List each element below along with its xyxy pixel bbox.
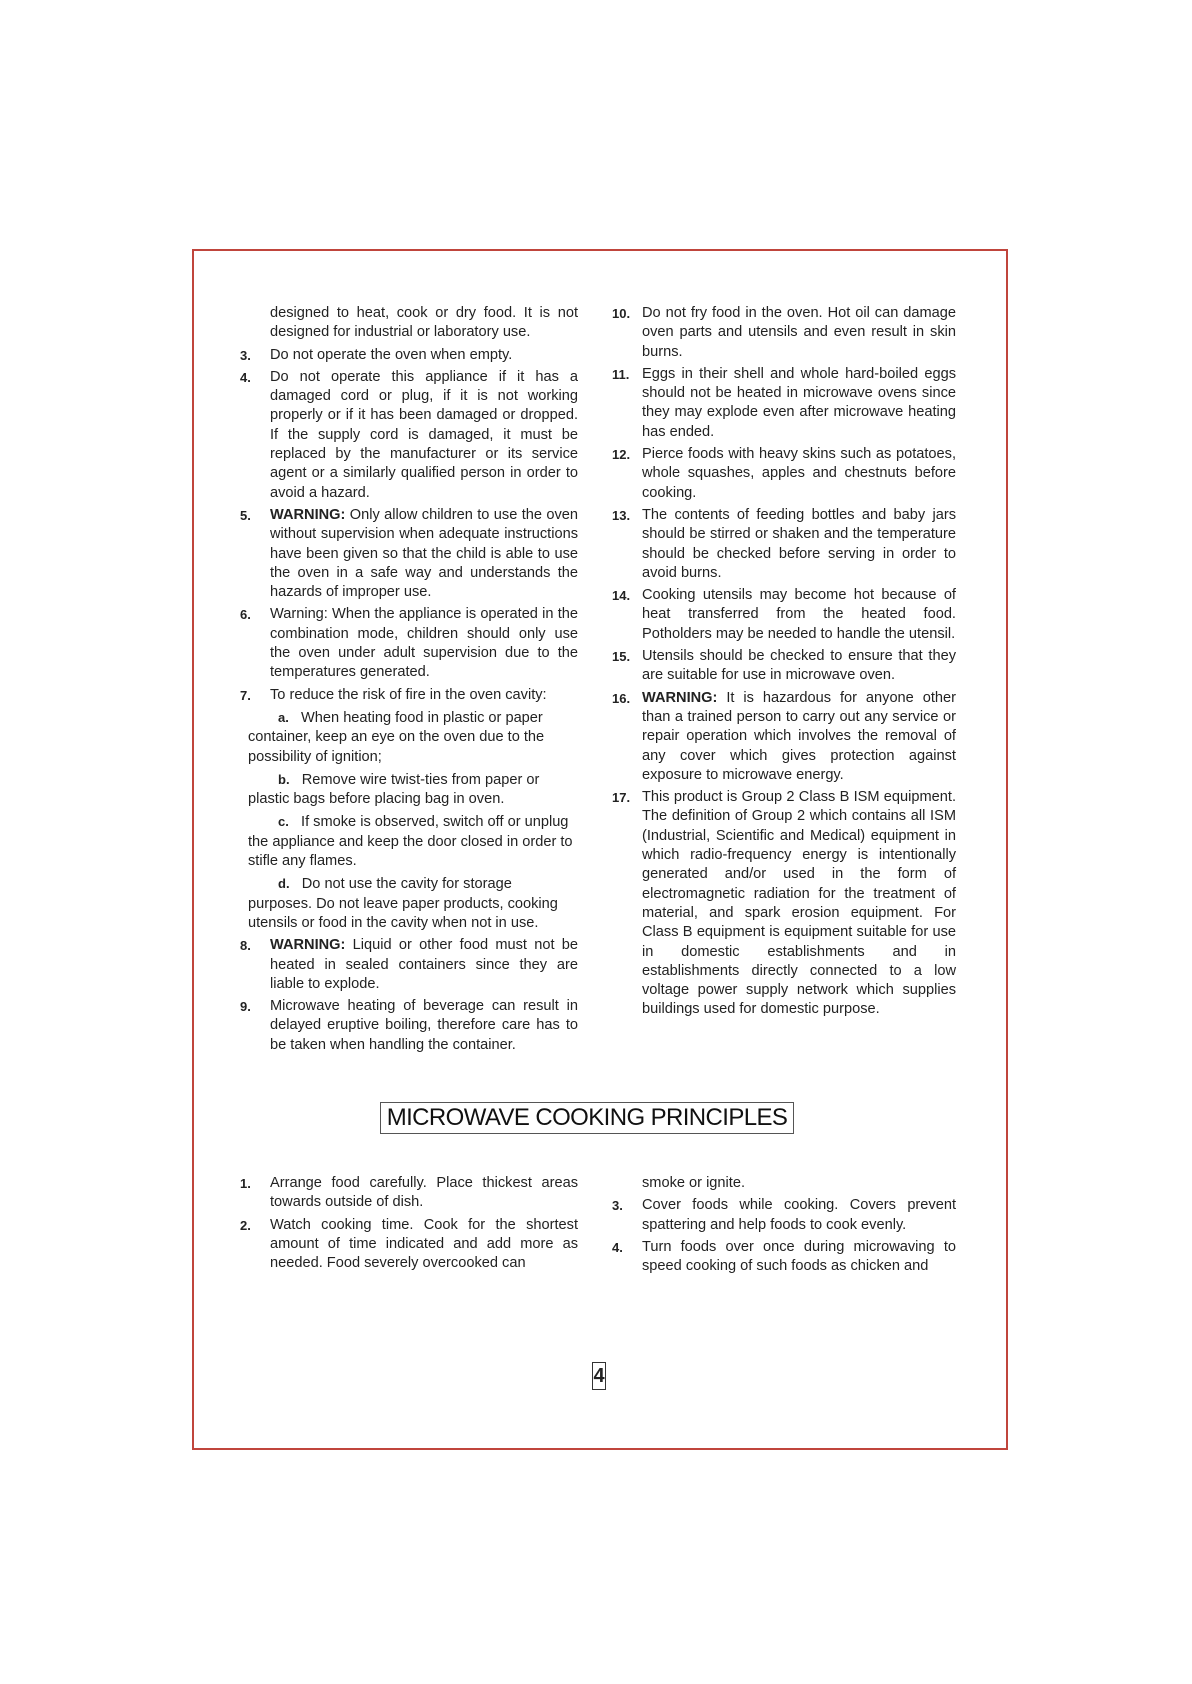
item-text: Do not operate the oven when empty. <box>270 346 513 363</box>
item-text: Do not operate this appliance if it has a damaged cord or plug, if it is not working properly or if it has been damaged or dropped. If the supply cord is damaged, it must be replaced by the manufacturer or its service agent or a similarly qualified person in order to avoid a hazard. <box>270 368 578 501</box>
principle-item-3 <box>612 1196 956 1235</box>
sub-item-text: Remove wire twist-ties from paper or plastic bags before placing bag in oven. <box>248 771 540 808</box>
item-number: 4. <box>240 369 251 385</box>
item-text: It is hazardous for anyone other than a trained person to carry out any service or repair operation which involves the removal of any cover which gives protection against exposure to microwave energy. <box>642 689 956 783</box>
sub-item-text: Do not use the cavity for storage purposes. Do not leave paper products, cooking utensils or food in the cavity when not in use. <box>248 876 558 931</box>
sub-item-letter: c. <box>278 814 289 830</box>
principle-item-1 <box>240 1174 578 1213</box>
warning-label: WARNING: <box>270 937 346 954</box>
list-item-4 <box>240 368 578 503</box>
sub-item-c <box>244 812 578 871</box>
sub-item-b <box>244 770 578 810</box>
item-text: Liquid or other food must not be heated in sealed containers since they are liable to explode. <box>270 937 578 992</box>
list-item-10 <box>612 304 956 362</box>
list-item-3 <box>240 346 578 365</box>
item-number: 1. <box>240 1176 251 1191</box>
item-text: Watch cooking time. Cook for the shortest amount of time indicated and add more as needed. Food severely overcooked can <box>270 1216 578 1272</box>
item-text: To reduce the risk of fire in the oven cavity: <box>270 686 547 703</box>
list-item-7 <box>240 686 578 705</box>
warning-label: WARNING: <box>642 689 718 706</box>
sub-item-text: When heating food in plastic or paper container, keep an eye on the oven due to the possibility of ignition; <box>248 709 545 765</box>
list-item-5 <box>240 506 578 602</box>
item-number: 8. <box>240 938 251 954</box>
item-number: 10. <box>612 306 631 321</box>
right-column <box>612 304 956 1023</box>
sub-item-letter: b. <box>278 771 290 787</box>
item-text: Pierce foods with heavy skins such as potatoes, whole squashes, apples and chestnuts before cooking. <box>642 446 956 501</box>
item-text: Microwave heating of beverage can result in delayed eruptive boiling, therefore care has to be taken when handling the container. <box>270 998 578 1053</box>
item-number: 14. <box>612 588 631 604</box>
item-number: 17. <box>612 790 631 806</box>
item-text: Utensils should be checked to ensure that they are suitable for use in microwave oven. <box>642 648 956 684</box>
item-number: 5. <box>240 507 251 523</box>
item-number: 13. <box>612 507 631 523</box>
item-number: 11. <box>612 366 630 382</box>
list-item-8 <box>240 936 578 994</box>
item-text: Only allow children to use the oven without supervision when adequate instructions have been given so that the child is able to use the oven in a safe way and understands the hazards of improper use. <box>270 506 578 601</box>
item-number: 7. <box>240 687 251 703</box>
list-item-11 <box>612 365 956 442</box>
item-text: Arrange food carefully. Place thickest areas towards outside of dish. <box>270 1175 578 1211</box>
item-number: 2. <box>240 1217 251 1233</box>
list-item-13 <box>612 506 956 583</box>
left-column <box>240 304 578 1058</box>
item-number: 3. <box>240 347 251 363</box>
list-item-14 <box>612 586 956 644</box>
item-number: 15. <box>612 649 631 665</box>
list-item-6 <box>240 605 578 682</box>
item-number: 6. <box>240 607 251 623</box>
principle-item-2 <box>240 1216 578 1274</box>
list-item-9 <box>240 997 578 1055</box>
sub-item-text: If smoke is observed, switch off or unplug the appliance and keep the door closed in order to stifle any flames. <box>248 814 573 870</box>
item-number: 9. <box>240 999 251 1015</box>
warning-label: WARNING: <box>270 506 346 523</box>
list-item-12 <box>612 445 956 503</box>
sub-item-a <box>244 708 578 767</box>
list-item-15 <box>612 647 956 686</box>
item-number: 3. <box>612 1198 623 1214</box>
item-number: 16. <box>612 690 631 706</box>
item-text: The contents of feeding bottles and baby jars should be stirred or shaken and the temperature should be checked before serving in order to avoid burns. <box>642 506 956 581</box>
item-number: 12. <box>612 447 631 463</box>
item-number: 4. <box>612 1239 623 1255</box>
section-heading: MICROWAVE COOKING PRINCIPLES <box>380 1102 794 1134</box>
item-text: Cover foods while cooking. Covers prevent spattering and help foods to cook evenly. <box>642 1197 956 1233</box>
item-text: Turn foods over once during microwaving to speed cooking of such foods as chicken and <box>642 1238 956 1275</box>
section-left-column <box>240 1174 578 1276</box>
list-item-17 <box>612 788 956 1020</box>
list-item-16 <box>612 689 956 785</box>
item-text: This product is Group 2 Class B ISM equipment. The definition of Group 2 which contains all ISM (Industrial, Scientific and Medical) equipment in which radio-frequency energy is intentionally generated and/or used in the form of electromagnetic radiation for the treatment of material, and spark erosion equipment. For Class B equipment is equipment suitable for use in domestic establishments and in establishments directly connected to a low voltage power supply network which supplies buildings used for domestic purpose. <box>642 789 956 1018</box>
sub-item-d <box>244 874 578 933</box>
item-text: Eggs in their shell and whole hard-boiled eggs should not be heated in microwave ovens since they may explode even after microwave heating has ended. <box>642 365 956 440</box>
page-number: 4 <box>592 1362 606 1390</box>
principle-item-4 <box>612 1238 956 1277</box>
item-text: Do not fry food in the oven. Hot oil can damage oven parts and utensils and even result in skin burns. <box>642 305 956 360</box>
section-right-column <box>612 1174 956 1279</box>
item-text: Warning: When the appliance is operated in the combination mode, children should only use the oven under adult supervision due to the temperatures generated. <box>270 606 578 681</box>
continued-text: smoke or ignite. <box>642 1175 746 1191</box>
item-text: Cooking utensils may become hot because of heat transferred from the heated food. Potholders may be needed to handle the utensil. <box>642 587 956 642</box>
continued-text: designed to heat, cook or dry food. It is not designed for industrial or laboratory use. <box>270 305 578 341</box>
sub-item-letter: a. <box>278 709 289 725</box>
sub-item-letter: d. <box>278 876 290 892</box>
